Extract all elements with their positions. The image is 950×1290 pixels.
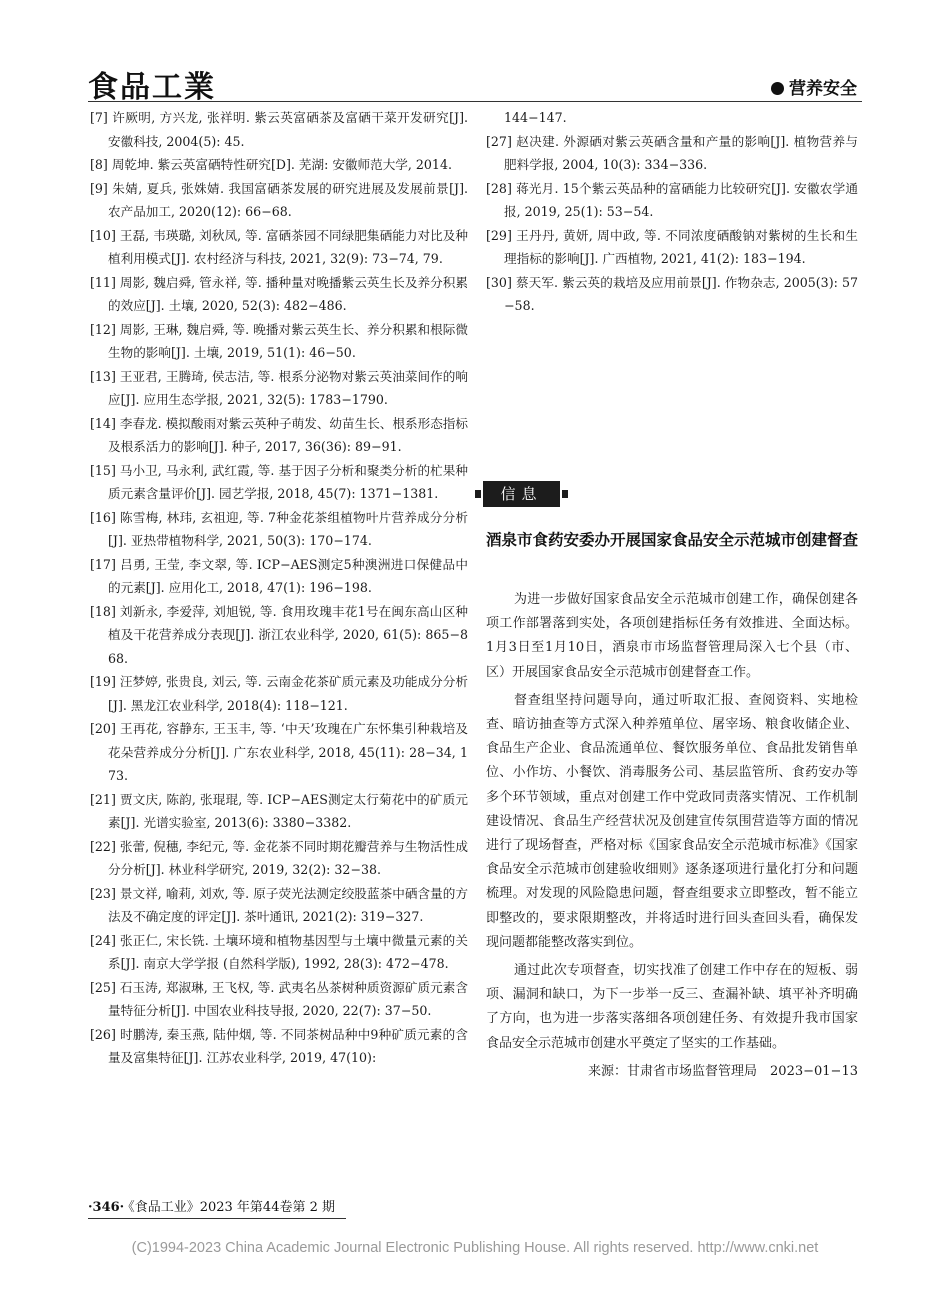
reference-item: [23] 景文祥, 喻莉, 刘欢, 等. 原子荧光法测定绞股蓝茶中硒含量的方法及不确定度的评定[J]. 茶叶通讯, 2021(2): 319−327.	[90, 885, 468, 924]
reference-item: [11] 周影, 魏启舜, 管永祥, 等. 播种量对晚播紫云英生长及养分积累的效应[J]. 土壤, 2020, 52(3): 482−486.	[90, 274, 468, 313]
reference-item: [21] 贾文庆, 陈韵, 张琨琨, 等. ICP−AES测定太行菊花中的矿质元素[J]. 光谱实验室, 2013(6): 3380−3382.	[90, 791, 468, 830]
reference-item: [10] 王磊, 韦瑛璐, 刘秋凤, 等. 富硒茶园不同绿肥集硒能力对比及种植利用模式[J]. 农村经济与科技, 2021, 32(9): 73−74, 79.	[90, 227, 468, 266]
reference-item: [29] 王丹丹, 黄妍, 周中政, 等. 不同浓度硒酸钠对紫树的生长和生理指标的影响[J]. 广西植物, 2021, 41(2): 183−194.	[486, 227, 858, 266]
news-paragraph: 为进一步做好国家食品安全示范城市创建工作，确保创建各项工作部署落到实处，各项创建指标任务有效推进、全面达标。1月3日至1月10日，酒泉市市场监督管理局深入七个县（市、区）开展国家食品安全示范城市创建督查工作。	[486, 592, 858, 680]
reference-item: [7] 许厥明, 方兴龙, 张祥明. 紫云英富硒茶及富硒干菜开发研究[J]. 安徽科技, 2004(5): 45.	[90, 110, 468, 149]
reference-item: [19] 汪梦婷, 张贵良, 刘云, 等. 云南金花茶矿质元素及功能成分分析[J]. 黑龙江农业科学, 2018(4): 118−121.	[90, 674, 468, 713]
news-source: 来源：甘肃省市场监督管理局 2023−01−13	[588, 1063, 858, 1079]
copyright-notice: (C)1994-2023 China Academic Journal Electronic Publishing House. All rights reserved. http://www.cnki.net	[131, 1240, 819, 1256]
reference-item: [13] 王亚君, 王腾琦, 侯志洁, 等. 根系分泌物对紫云英油菜间作的响应[J]. 应用生态学报, 2021, 32(5): 1783−1790.	[90, 368, 468, 407]
section-label	[771, 74, 857, 99]
right-column	[486, 106, 858, 318]
reference-item: [20] 王再花, 容静东, 王玉丰, 等. ‘中天’玫瑰在广东怀集引种栽培及花朵营养成分分析[J]. 广东农业科学, 2018, 45(11): 28−34, 173.	[90, 721, 468, 783]
reference-item: [16] 陈雪梅, 林玮, 玄祖迎, 等. 7种金花茶组植物叶片营养成分分析[J]. 亚热带植物科学, 2021, 50(3): 170−174.	[90, 509, 468, 548]
reference-continuation: 144−147.	[504, 110, 567, 125]
reference-list-left	[90, 106, 468, 1070]
reference-item: [17] 吕勇, 王莹, 李文翠, 等. ICP−AES测定5种澳洲进口保健品中的元素[J]. 应用化工, 2018, 47(1): 196−198.	[90, 556, 468, 595]
reference-item: [18] 刘新永, 李爱萍, 刘旭锐, 等. 食用玫瑰丰花1号在闽东高山区种植及干花营养成分表现[J]. 浙江农业科学, 2020, 61(5): 865−868.	[90, 603, 468, 666]
page-header	[0, 0, 950, 108]
news-title: 酒泉市食药安委办开展国家食品安全示范城市创建督查	[486, 531, 859, 549]
reference-item: [28] 蒋光月. 15个紫云英品种的富硒能力比较研究[J]. 安徽农学通报, 2019, 25(1): 53−54.	[486, 180, 858, 219]
news-body	[486, 588, 858, 1084]
news-paragraph: 督查组坚持问题导向，通过听取汇报、查阅资料、实地检查、暗访抽查等方式深入种养殖单位、屠宰场、粮食收储企业、食品生产企业、食品流通单位、餐饮服务单位、食品批发销售单位、小作坊、小餐饮、消毒服务公司、基层监管所、食药安办等多个环节领域，重点对创建工作中党政同责落实情况、工作机制建设情况、食品生产经营状况及创建宣传氛围营造等方面的情况进行了现场督查，严格对标《国家食品安全示范城市标准》《国家食品安全示范城市创建验收细则》逐条逐项进行量化打分和问题梳理。对发现的风险隐患问题，督查组要求立即整改，暂不能立即整改的，要求限期整改，并将适时进行回头查回头看，确保发现问题都能整改落实到位。	[486, 692, 858, 950]
journal-logo: 食品工業	[88, 70, 216, 105]
reference-item: [22] 张蕾, 倪穗, 李纪元, 等. 金花茶不同时期花瓣营养与生物活性成分分析[J]. 林业科学研究, 2019, 32(2): 32−38.	[90, 838, 468, 877]
reference-item: [24] 张正仁, 宋长铣. 土壤环境和植物基因型与土壤中微量元素的关系[J]. 南京大学学报 (自然科学版), 1992, 28(3): 472−478.	[90, 932, 468, 971]
reference-item: [30] 蔡天军. 紫云英的栽培及应用前景[J]. 作物杂志, 2005(3): 57−58.	[486, 274, 858, 313]
section-label-text: 营养安全	[789, 79, 857, 99]
journal-issue: 《食品工业》2023 年第44卷第 2 期	[128, 1200, 335, 1215]
info-badge: 信息	[483, 481, 560, 507]
reference-item: [26] 时鹏涛, 秦玉燕, 陆仲烟, 等. 不同茶树品种中9种矿质元素的含量及富集特征[J]. 江苏农业科学, 2019, 47(10):	[90, 1026, 468, 1065]
header-divider	[88, 101, 862, 102]
news-paragraph: 通过此次专项督查，切实找准了创建工作中存在的短板、弱项、漏洞和缺口，为下一步举一反三、查漏补缺、填平补齐明确了方向，也为进一步落实落细各项创建任务、有效提升我市国家食品安全示范城市创建水平奠定了坚实的工作基础。	[486, 963, 858, 1051]
footer-divider	[88, 1218, 346, 1219]
page-footer	[88, 1196, 335, 1215]
reference-item: [27] 赵决建. 外源硒对紫云英硒含量和产量的影响[J]. 植物营养与肥料学报, 2004, 10(3): 334−336.	[486, 133, 858, 172]
reference-item: [9] 朱婧, 夏兵, 张姝婧. 我国富硒茶发展的研究进展及发展前景[J]. 农产品加工, 2020(12): 66−68.	[90, 180, 468, 219]
reference-list-right	[486, 130, 858, 318]
reference-item: [15] 马小卫, 马永利, 武红霞, 等. 基于因子分析和聚类分析的杧果种质元素含量评价[J]. 园艺学报, 2018, 45(7): 1371−1381.	[90, 462, 468, 501]
page-number: ·346·	[88, 1200, 125, 1215]
reference-item: [25] 石玉涛, 郑淑琳, 王飞权, 等. 武夷名丛茶树种质资源矿质元素含量特征分析[J]. 中国农业科技导报, 2020, 22(7): 37−50.	[90, 979, 468, 1018]
reference-item: [8] 周乾坤. 紫云英富硒特性研究[D]. 芜湖: 安徽师范大学, 2014.	[90, 157, 452, 172]
left-column	[90, 106, 468, 1070]
reference-item: [12] 周影, 王琳, 魏启舜, 等. 晚播对紫云英生长、养分积累和根际微生物的影响[J]. 土壤, 2019, 51(1): 46−50.	[90, 321, 468, 360]
reference-item: [14] 李春龙. 模拟酸雨对紫云英种子萌发、幼苗生长、根系形态指标及根系活力的影响[J]. 种子, 2017, 36(36): 89−91.	[90, 415, 468, 454]
bullet-dot-icon	[771, 82, 784, 95]
